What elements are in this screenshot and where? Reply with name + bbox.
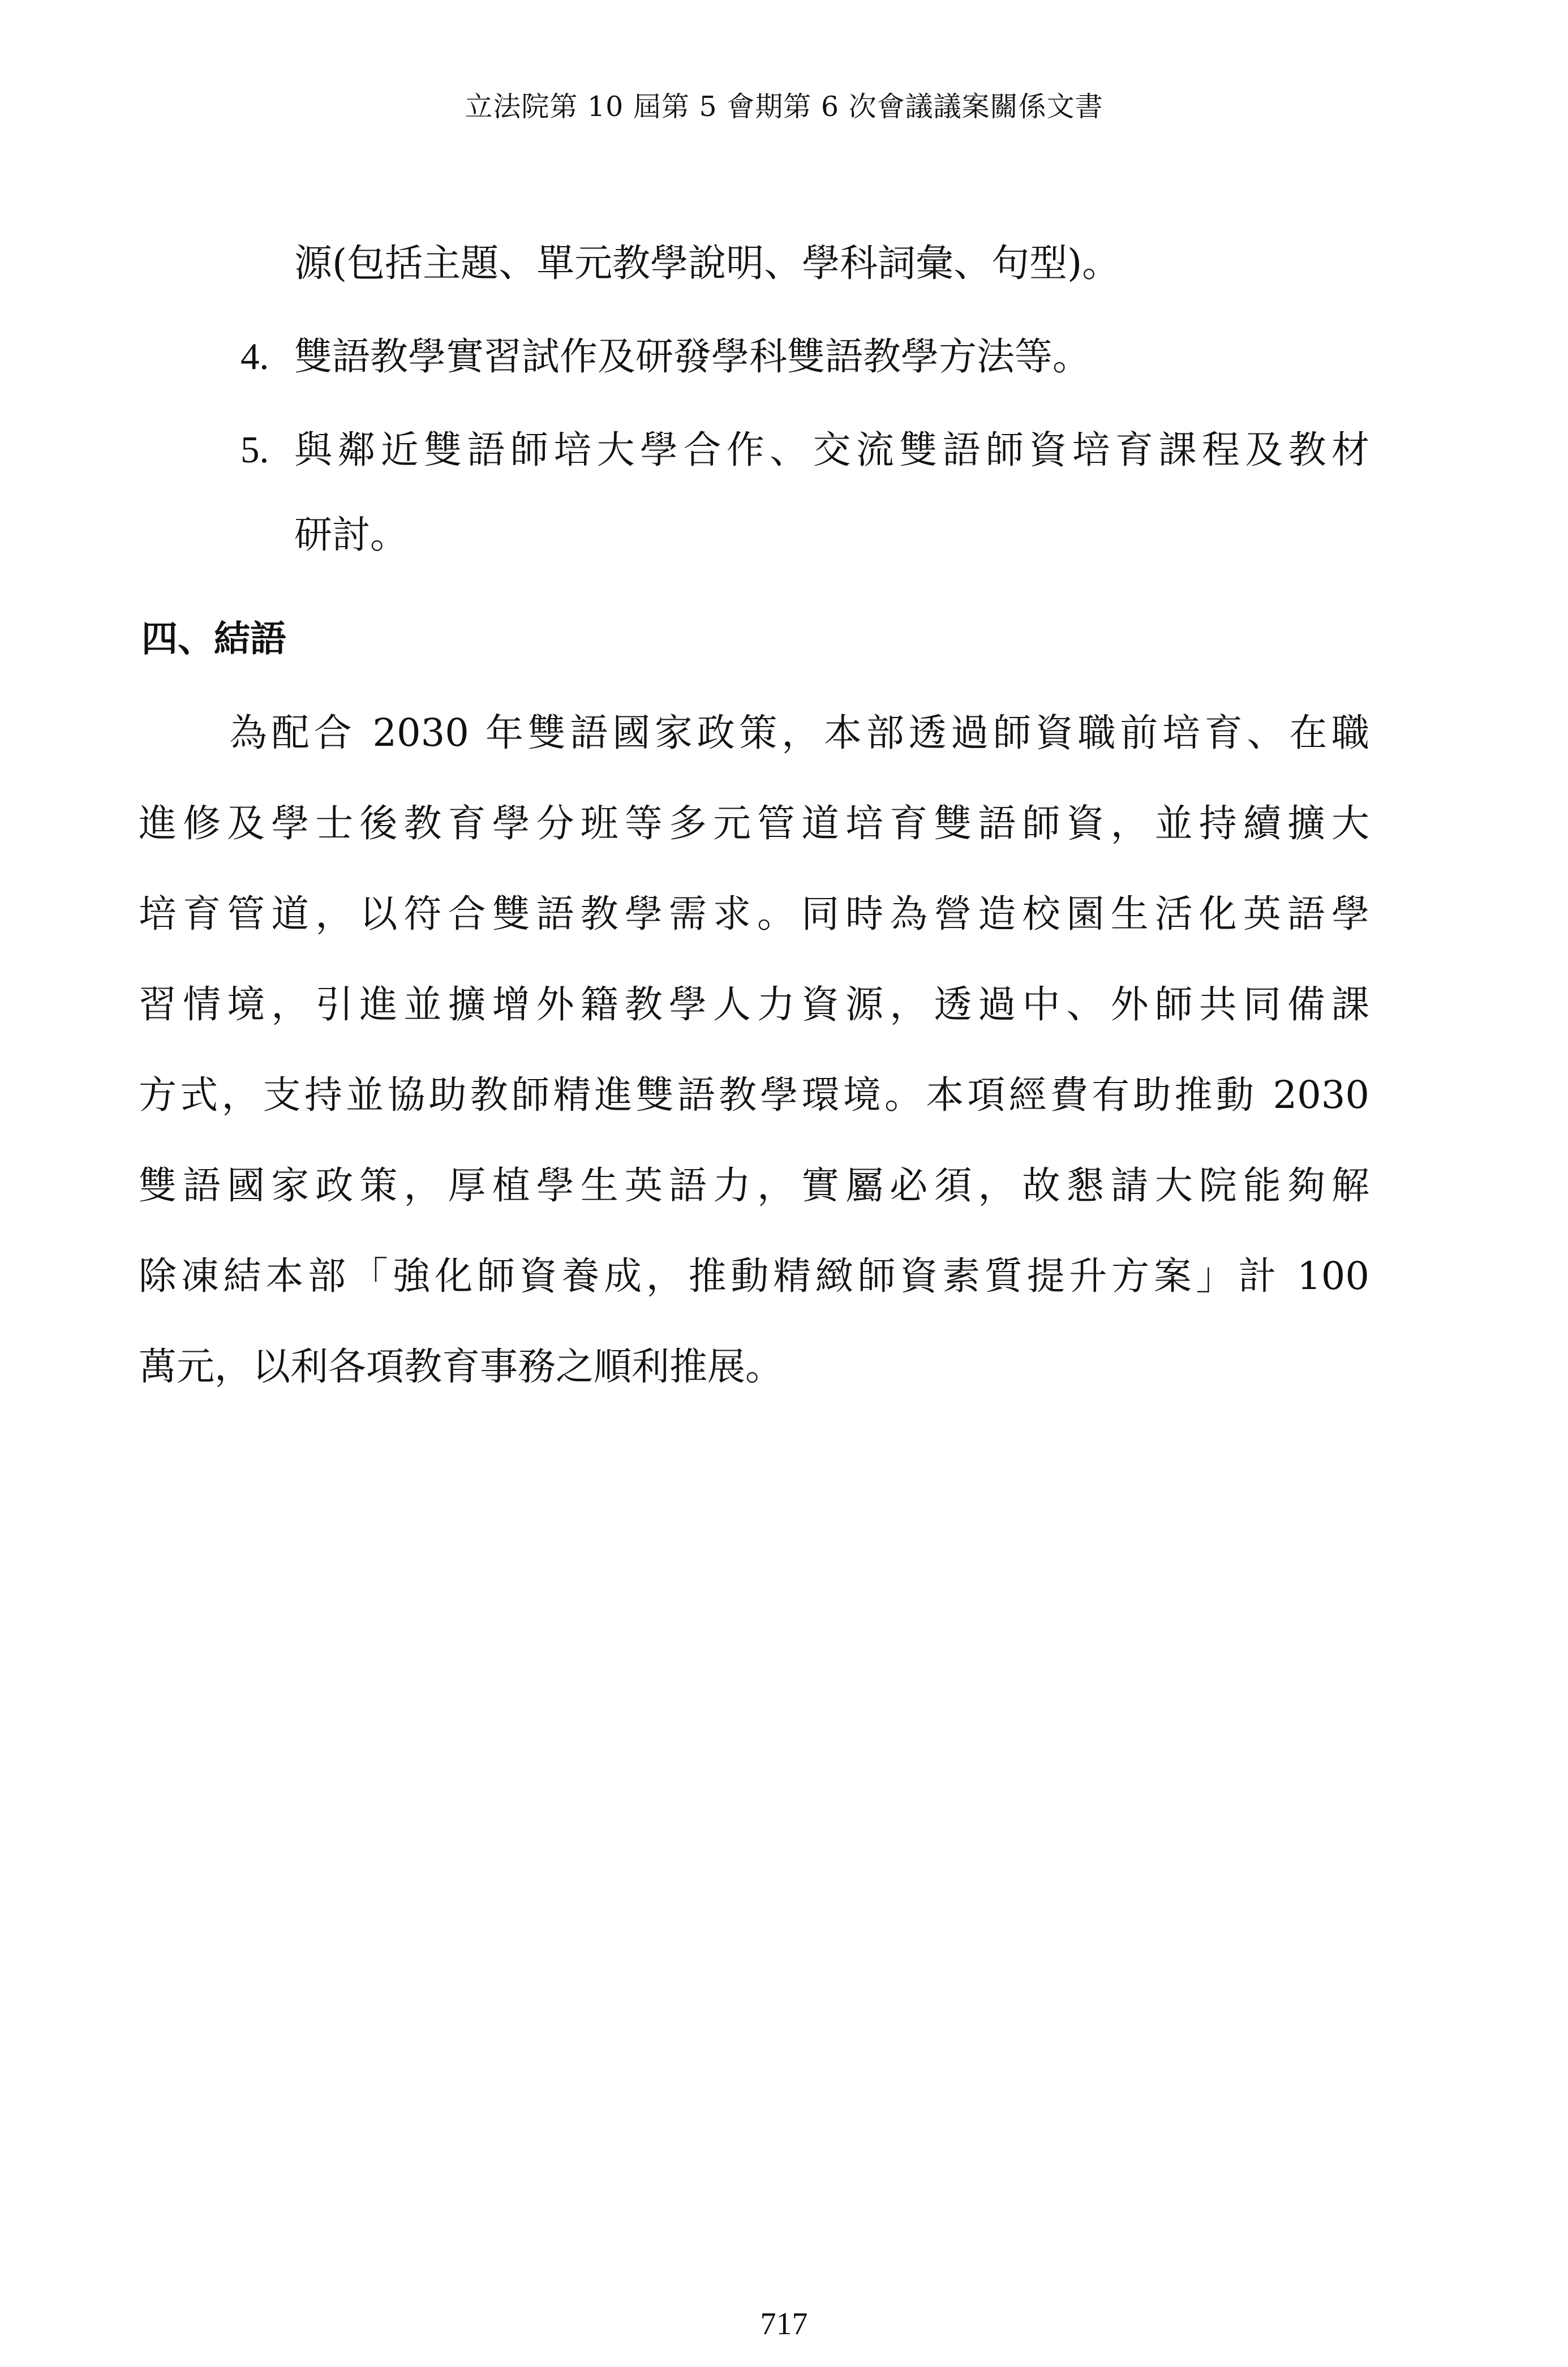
item4-text: 雙語教學實習試作及研發學科雙語教學方法等。 bbox=[294, 334, 1090, 379]
item3-continued-line: 源(包括主題、單元教學說明、學科詞彙、句型)。 bbox=[294, 241, 1120, 285]
document-header: 立法院第 10 屆第 5 會期第 6 次會議議案關係文書 bbox=[465, 91, 1103, 123]
item4-number: 4. bbox=[240, 336, 269, 377]
item5-text-line2: 研討。 bbox=[294, 513, 408, 557]
item5-text-line1: 與鄰近雙語師培大學合作、交流雙語師資培育課程及教材 bbox=[294, 428, 1369, 472]
paragraph-line: 習情境，引進並擴增外籍教學人力資源，透過中、外師共同備課 bbox=[139, 982, 1369, 1026]
paragraph-line: 雙語國家政策，厚植學生英語力，實屬必須，故懇請大院能夠解 bbox=[139, 1163, 1369, 1208]
paragraph-line: 方式，支持並協助教師精進雙語教學環境。本項經費有助推動 2030 bbox=[139, 1073, 1369, 1117]
paragraph-line: 進修及學士後教育學分班等多元管道培育雙語師資，並持續擴大 bbox=[139, 801, 1369, 845]
page-number: 717 bbox=[760, 2306, 808, 2342]
paragraph-line: 為配合 2030 年雙語國家政策，本部透過師資職前培育、在職 bbox=[229, 711, 1369, 755]
section-title-conclusion: 四、結語 bbox=[141, 618, 286, 660]
item5-number: 5. bbox=[240, 429, 269, 471]
paragraph-line: 萬元，以利各項教育事務之順利推展。 bbox=[139, 1344, 783, 1389]
paragraph-line: 除凍結本部「強化師資養成，推動精緻師資素質提升方案」計 100 bbox=[139, 1254, 1369, 1298]
paragraph-line: 培育管道，以符合雙語教學需求。同時為營造校園生活化英語學 bbox=[139, 892, 1369, 936]
